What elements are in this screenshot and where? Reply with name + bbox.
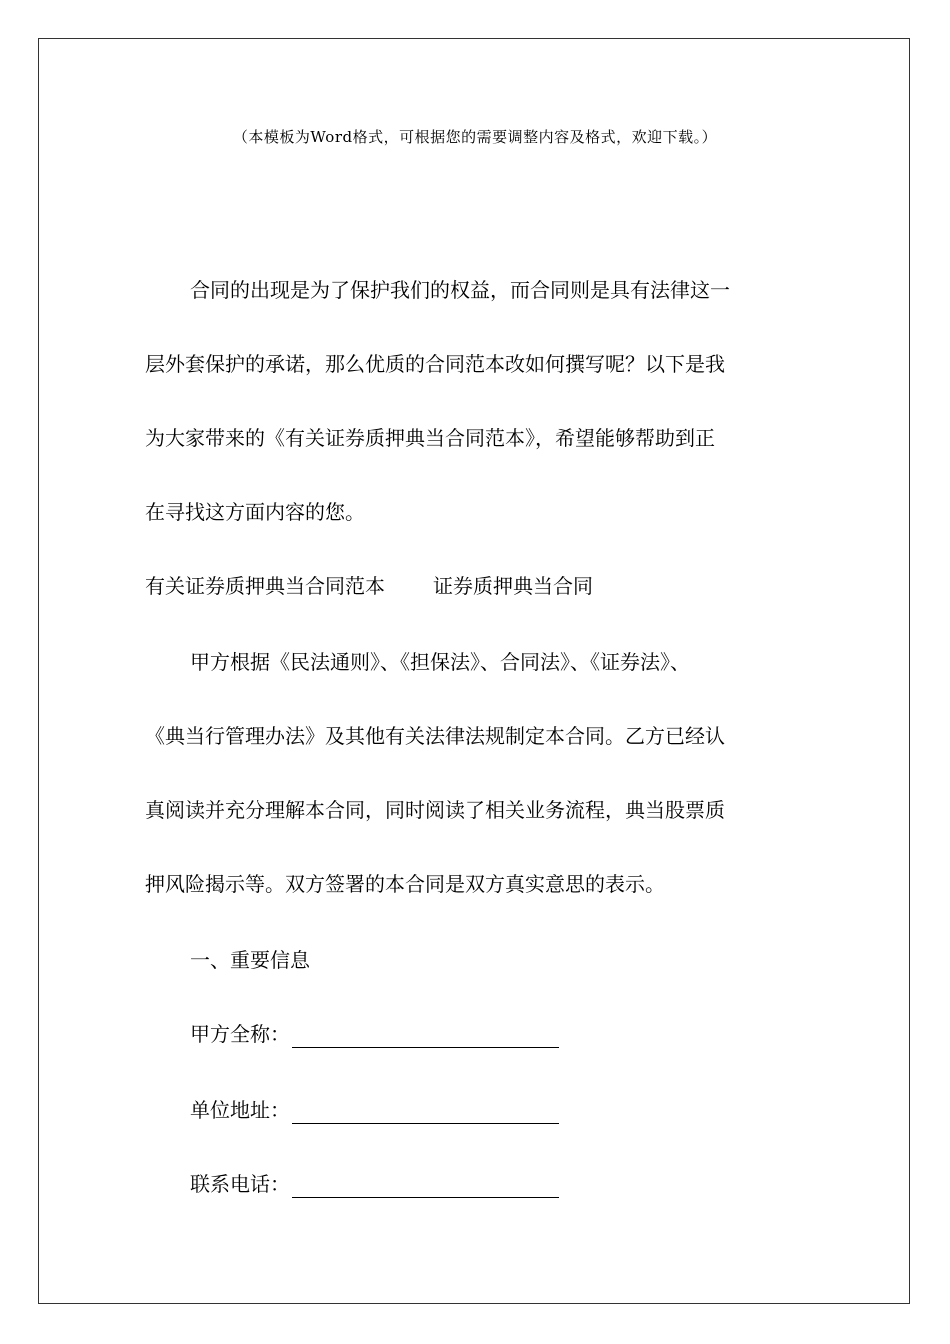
body-line-3: 真阅读并充分理解本合同，同时阅读了相关业务流程，典当股票质 xyxy=(145,798,725,822)
title-main: 有关证券质押典当合同范本 xyxy=(145,574,385,598)
fill-in-blank[interactable] xyxy=(292,1025,559,1048)
body-line-4: 押风险揭示等。双方签署的本合同是双方真实意思的表示。 xyxy=(145,872,665,896)
fill-in-blank[interactable] xyxy=(292,1175,559,1198)
field-label: 甲方全称： xyxy=(190,1022,290,1046)
document-title xyxy=(145,572,593,600)
body-line-1: 甲方根据《民法通则》、《担保法》、合同法》、《证券法》、 xyxy=(190,650,690,674)
field-phone xyxy=(190,1170,559,1198)
field-label: 单位地址： xyxy=(190,1098,290,1122)
title-secondary: 证券质押典当合同 xyxy=(433,574,593,598)
field-address xyxy=(190,1096,559,1124)
intro-line-1: 合同的出现是为了保护我们的权益，而合同则是具有法律这一 xyxy=(190,278,730,302)
intro-line-2: 层外套保护的承诺，那么优质的合同范本改如何撰写呢？以下是我 xyxy=(145,352,725,376)
field-label: 联系电话： xyxy=(190,1172,290,1196)
intro-line-4: 在寻找这方面内容的您。 xyxy=(145,500,365,524)
fill-in-blank[interactable] xyxy=(292,1101,559,1124)
template-note: （本模板为Word格式，可根据您的需要调整内容及格式，欢迎下载。） xyxy=(232,128,718,146)
field-party-a-name xyxy=(190,1020,559,1048)
section-heading: 一、重要信息 xyxy=(190,948,310,972)
body-line-2: 《典当行管理办法》及其他有关法律法规制定本合同。乙方已经认 xyxy=(145,724,725,748)
intro-line-3: 为大家带来的《有关证券质押典当合同范本》，希望能够帮助到正 xyxy=(145,426,715,450)
